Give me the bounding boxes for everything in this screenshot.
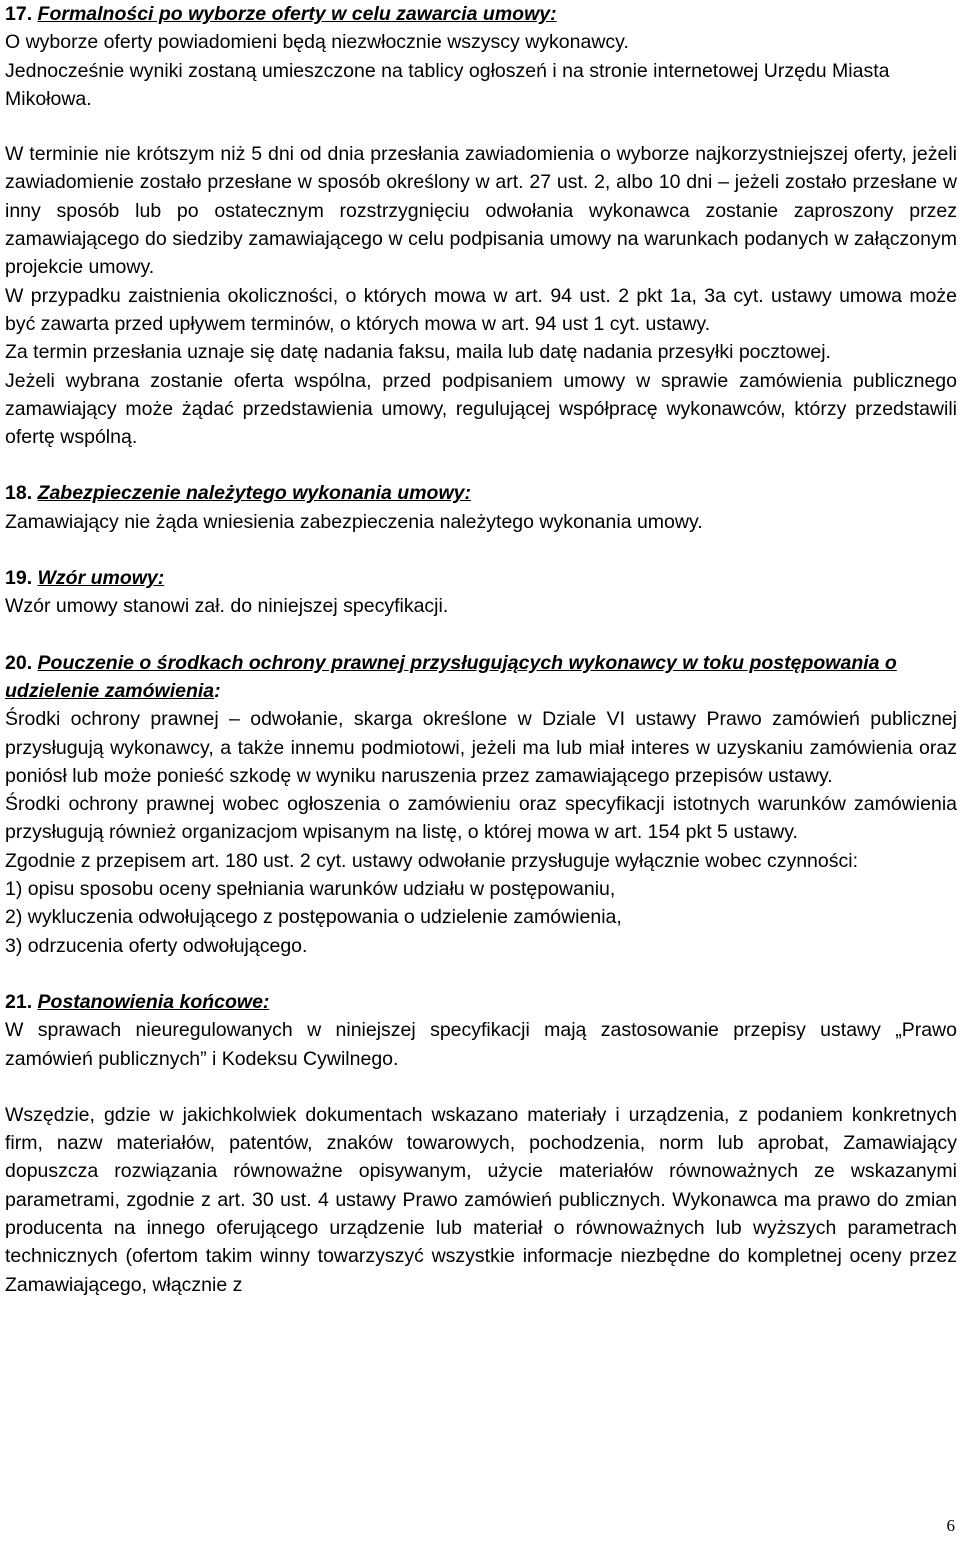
paragraph: Za termin przesłania uznaje się datę nadania faksu, maila lub datę nadania przesyłki pocztowej. [5, 341, 831, 364]
paragraph: W sprawach nieuregulowanych w niniejszej specyfikacji mają zastosowanie przepisy ustawy „Prawo zamówień publicznych” i Kodeksu Cywilnego. [5, 1019, 957, 1070]
paragraph: Zamawiający nie żąda wniesienia zabezpieczenia należytego wykonania umowy. [5, 510, 703, 533]
section-17-heading [5, 0, 957, 28]
paragraph: Jeżeli wybrana zostanie oferta wspólna, przed podpisaniem umowy w sprawie zamówienia publicznego zamawiający może żądać przedstawienia umowy, regulującej współpracę wykonawców, którzy przedstawili ofertę wspólną. [5, 369, 957, 449]
section-title: Postanowienia końcowe: [37, 990, 270, 1013]
list-item: 1) opisu sposobu oceny spełniania warunków udziału w postępowaniu, [5, 878, 616, 901]
section-number: 20. [5, 651, 33, 674]
section-number: 21. [5, 990, 33, 1013]
section-20-heading [5, 649, 957, 706]
section-title: Pouczenie o środkach ochrony prawnej przysługujących wykonawcy w toku postępowania o udzielenie zamówienia [5, 651, 897, 702]
section-19-heading [5, 564, 957, 592]
section-number: 19. [5, 567, 33, 590]
paragraph: Zgodnie z przepisem art. 180 ust. 2 cyt. ustawy odwołanie przysługuje wyłącznie wobec czynności: [5, 849, 858, 872]
paragraph: Jednocześnie wyniki zostaną umieszczone na tablicy ogłoszeń i na stronie internetowej Urzędu Miasta Mikołowa. [5, 59, 890, 110]
section-18-heading [5, 479, 957, 507]
paragraph: Wszędzie, gdzie w jakichkolwiek dokumentach wskazano materiały i urządzenia, z podaniem konkretnych firm, nazw materiałów, patentów, znaków towarowych, pochodzenia, norm lub aprobat, Zamawiający dopuszcza rozwiązania równoważne opisywanym, użycie materiałów równoważnych ze wskazanymi parametrami, zgodnie z art. 30 ust. 4 ustawy Prawo zamówień publicznych. Wykonawca ma prawo do zmian producenta na innego oferującego urządzenie lub materiał o równoważnych lub wyższych parametrach technicznych (ofertom takim winny towarzyszyć wszystkie informacje niezbędne do kompletnej oceny przez Zamawiającego, włącznie z [5, 1103, 957, 1296]
paragraph: O wyborze oferty powiadomieni będą niezwłocznie wszyscy wykonawcy. [5, 31, 629, 54]
section-title: Zabezpieczenie należytego wykonania umowy: [37, 482, 471, 505]
section-title: Wzór umowy: [37, 567, 165, 590]
section-title: Formalności po wyborze oferty w celu zawarcia umowy: [37, 3, 557, 25]
list-item: 3) odrzucenia oferty odwołującego. [5, 934, 308, 957]
paragraph: W terminie nie krótszym niż 5 dni od dnia przesłania zawiadomienia o wyborze najkorzystniejszej oferty, jeżeli zawiadomienie zostało przesłane w sposób określony w art. 27 ust. 2, albo 10 dni – jeżeli zostało przesłane w inny sposób lub po ostatecznym rozstrzygnięciu odwołania wykonawca zostanie zaproszony przez zamawiającego do siedziby zamawiającego w celu podpisania umowy na warunkach podanych w załączonym projekcie umowy. [5, 143, 957, 279]
page-number: 6 [946, 1516, 955, 1535]
list-item: 2) wykluczenia odwołującego z postępowania o udzielenie zamówienia, [5, 906, 622, 929]
paragraph: Środki ochrony prawnej – odwołanie, skarga określone w Dziale VI ustawy Prawo zamówień publicznej przysługują wykonawcy, a także innemu podmiotowi, jeżeli ma lub miał interes w uzyskaniu zamówienia oraz poniósł lub może ponieść szkodę w wyniku naruszenia przez zamawiającego przepisów ustawy. [5, 708, 957, 787]
paragraph: Wzór umowy stanowi zał. do niniejszej specyfikacji. [5, 595, 449, 618]
section-number: 18. [5, 482, 33, 505]
section-title-colon: : [214, 679, 221, 702]
document-page [5, 0, 957, 1299]
paragraph: Środki ochrony prawnej wobec ogłoszenia o zamówieniu oraz specyfikacji istotnych warunków zamówienia przysługują również organizacjom wpisanym na listę, o której mowa w art. 154 pkt 5 ustawy. [5, 793, 957, 844]
section-21-heading [5, 988, 957, 1016]
section-number: 17. [5, 3, 33, 25]
paragraph: W przypadku zaistnienia okoliczności, o których mowa w art. 94 ust. 2 pkt 1a, 3a cyt. ustawy umowa może być zawarta przed upływem terminów, o których mowa w art. 94 ust 1 cyt. ustawy. [5, 284, 957, 335]
